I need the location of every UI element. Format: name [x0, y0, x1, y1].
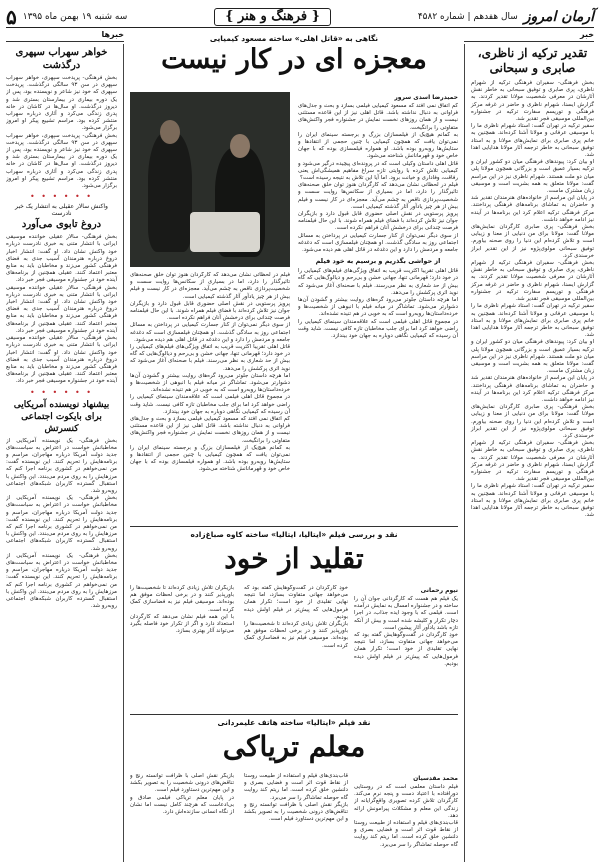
separator-dots: • • • • • • [29, 192, 94, 202]
review1-paragraph: خودِ کارگردان در گفت‌وگوهایش گفته بود که می‌خواهد جهانی متفاوت بسازد، اما نتیجه نهایی تقلیدی از خود است؛ تکرار همان فرمول‌هایی که پیش‌تر در فیلم اولش دیده بودیم. [244, 585, 348, 620]
story2-body: بخش فرهنگی- سالار عقیلی خواننده موسیقی ایرانی با انتشار متنی به خبری نادرست درباره خود واکنش نشان داد. او گفت: انتشار اخبار دروغ درباره هنرمندان آسیب جدی به فضای فرهنگی کشور می‌زند و مخاطبان باید به منابع معتبر اعتماد کنند. عقیلی همچنین از برنامه‌های آینده خود در جشنواره موسیقی فجر خبر داد. [6, 284, 117, 334]
right-paragraph: در پایان این مراسم از خانواده‌های هنرمندان تقدیر شد و حاضران به تماشای برنامه‌های فرهنگی پرداختند. مرکز فرهنگی ترکیه اعلام کرد این برنامه‌ها در آینده نیز ادامه خواهد داشت. [471, 195, 594, 223]
review1-paragraph: یک فیلم هم هست که کارگردانی جوان آن را ساخته و در جشنواره امسال به نمایش درآمده است. فیلمی که با وجود ایده جذاب، در اجرا دچار تکرار و کلیشه شده است و بیش از آنکه تازه باشد یادآور آثار پیشین است. [354, 596, 458, 631]
right-paragraph: بخش فرهنگی- سفیران فرهنگی ترکیه از شهرام ناظری، پری صابری و توفیق سبحانی به خاطر نقش آثارشان در معرفی شخصیت مولانا تقدیر کردند. به گزارش ایسنا، شهرام ناظری و حاضر در غرفه مرکز فرهنگی و توریسم سفارت ترکیه در جشنواره بین‌المللی موسیقی فجر تقدیر شد. [471, 260, 594, 303]
masthead [6, 6, 594, 28]
main-paragraph: کم اتفاق نمی افتد که مسعود کیمیایی فیلمی بسازد و بحث و جدل‌های فراوانی به دنبال نداشته باشد. قاتل اهلی نیز از این قاعده مستثنی نیست و از همان روزهای نخست نمایش در جشنواره فجر واکنش‌های متفاوتی را برانگیخت. [130, 416, 290, 444]
left-column-header: خبرها [6, 30, 124, 42]
main-article-col-1 [298, 92, 458, 522]
right-paragraph: بخش فرهنگی- سفیران فرهنگی ترکیه از شهرام ناظری، پری صابری و توفیق سبحانی به خاطر نقش آثارشان در معرفی شخصیت مولانا تقدیر کردند. به گزارش ایسنا، شهرام ناظری و حاضر در غرفه مرکز فرهنگی و توریسم سفارت ترکیه در جشنواره بین‌المللی موسیقی فجر تقدیر شد. [471, 440, 594, 483]
review1-paragraph: با این همه فیلم نشان می‌دهد که کارگردان استعداد دارد و اگر از تکرار خود فاصله بگیرد می‌تواند آثار بهتری بسازد. [130, 613, 234, 635]
review1-kicker: نقد و بررسی فیلم «ایتالیا، ایتالیا» ساخته کاوه صباغ‌زاده [190, 530, 398, 539]
main-paragraph: به کمانم هیچ‌یک از فیلمسازان بزرگ و برجسته سینمای ایران را نمی‌توان یافت که همچون کیمیایی با چنین حجمی از انتقادها و ستایش‌ها روبه‌رو بوده باشد. او همواره فیلمسازی بوده که با جهان خاص خود و قهرمانانش شناخته می‌شود. [130, 444, 290, 473]
main-paragraph: فیلم در لحظاتی نشان می‌دهد که کارگردان هنوز توان خلق صحنه‌های تاثیرگذار را دارد، اما در بسیاری از سکانس‌ها روایت سست و شخصیت‌پردازی ناقص به چشم می‌آید. معجزه‌ای در کار نیست و فیلم بیش از هر چیز یادآور آثار گذشته کیمیایی است. [130, 272, 290, 300]
main-subheading: از حواشی بگذریم و برسیم به خود فیلم [315, 257, 441, 266]
story1-body: بخش فرهنگی- پریدخت سپهری، خواهر سهراب سپهری در سن ۹۳ سالگی درگذشت. پریدخت سپهری که خود نیز شاعر و نویسنده بود، پس از یک دوره بیماری در بیمارستان بستری شد و دیروز درگذشت. او سال‌ها در کاشان در خانه پدری زندگی می‌کرد و آثاری درباره سهراب منتشر کرده بود. مراسم تشییع پیکر او امروز برگزار می‌شود. [6, 75, 117, 132]
right-paragraph: بخش فرهنگی- سفیران فرهنگی ترکیه از شهرام ناظری، پری صابری و توفیق سبحانی به خاطر نقش آثارشان در معرفی شخصیت مولانا تقدیر کردند. به گزارش ایسنا، شهرام ناظری و حاضر در غرفه مرکز فرهنگی و توریسم سفارت ترکیه در جشنواره بین‌المللی موسیقی فجر تقدیر شد. [471, 80, 594, 123]
review2-col-3 [130, 773, 234, 862]
right-paragraph: او بیان کرد: پیوندهای فرهنگی میان دو کشور ایران و ترکیه بسیار عمیق است و بزرگانی همچون مولانا پلی میان دو ملت هستند. شهرام ناظری نیز در این مراسم گفت: مولانا متعلق به همه بشریت است و موسیقی زبان مشترک ماست. [471, 339, 594, 375]
photo-face [160, 120, 180, 144]
right-paragraph: سفیر ترکیه در تهران گفت: استاد شهرام ناظری ما را با موسیقی عرفانی و مولانا آشنا کرده‌اند. همچنین به خانم پری صابری برای نمایش‌های مولانا و به استاد توفیق سبحانی به خاطر ترجمه آثار مولانا هدایایی اهدا شد. [471, 123, 594, 159]
story1-body: بخش فرهنگی- پریدخت سپهری، خواهر سهراب سپهری در سن ۹۳ سالگی درگذشت. پریدخت سپهری که خود نیز شاعر و نویسنده بود، پس از یک دوره بیماری در بیمارستان بستری شد و دیروز درگذشت. او سال‌ها در کاشان در خانه پدری زندگی می‌کرد و آثاری درباره سهراب منتشر کرده بود. مراسم تشییع پیکر او امروز برگزار می‌شود. [6, 132, 117, 190]
main-paragraph: قاتل اهلی داستان وکیلی است که در پرونده‌ای پیچیده درگیر می‌شود و کیمیایی تلاش کرده با روایتی تازه سراغ مفاهیم همیشگی‌اش یعنی رفاقت، وفاداری و خیانت برود. اما آیا این تلاش به نتیجه رسیده است؟ [298, 160, 458, 182]
issue-date: سه شنبه ۱۹ بهمن ماه ۱۳۹۵ [22, 11, 128, 22]
photo-face [230, 134, 250, 158]
review1-author: نیوم رحمانی [420, 587, 458, 594]
section-title: { فرهنگ و هنر } [214, 8, 331, 26]
review2-col-2 [244, 773, 348, 862]
right-paragraph: بخش فرهنگی- پری صابری کارگردان نمایش‌های مولانا گفت: مولانا برای من دنیایی از معنا و زیبایی است و تلاش کرده‌ام این دنیا را روی صحنه بیاورم. توفیق سبحانی مولوی‌پژوه نیز از این تقدیر ابراز خرسندی کرد. [471, 404, 594, 439]
review2-paragraph: قاب‌بندی‌های فیلم و استفاده از طبیعت روستا از نقاط قوت اثر است و فضایی بصری و دلنشین خلق کرده است. اما ریتم کند روایت گاه حوصله تماشاگر را سر می‌برد. [244, 773, 348, 801]
right-paragraph: سفیر ترکیه در تهران گفت: استاد شهرام ناظری ما را با موسیقی عرفانی و مولانا آشنا کرده‌اند. همچنین به خانم پری صابری برای نمایش‌های مولانا و به استاد توفیق سبحانی به خاطر ترجمه آثار مولانا هدایایی اهدا شد. [471, 303, 594, 339]
review2-headline: معلم تریاکی [222, 730, 366, 763]
review1-headline: تقلید از خود [224, 542, 364, 575]
story2-body: بخش فرهنگی- سالار عقیلی خواننده موسیقی ایرانی با انتشار متنی به خبری نادرست درباره خود واکنش نشان داد. او گفت: انتشار اخبار دروغ درباره هنرمندان آسیب جدی به فضای فرهنگی کشور می‌زند و مخاطبان باید به منابع معتبر اعتماد کنند. عقیلی همچنین از برنامه‌های آینده خود در جشنواره موسیقی فجر خبر داد. [6, 335, 117, 385]
right-paragraph: سفیر ترکیه در تهران گفت: استاد شهرام ناظری ما را با موسیقی عرفانی و مولانا آشنا کرده‌اند. همچنین به خانم پری صابری برای نمایش‌های مولانا و به استاد توفیق سبحانی به خاطر ترجمه آثار مولانا هدایایی اهدا شد. [471, 483, 594, 519]
story2-kicker: واکنش سالار عقیلی به انتشار یک خبر نادرست [15, 203, 108, 218]
main-content [130, 30, 458, 862]
masthead-left [6, 4, 128, 29]
review1 [130, 526, 458, 712]
review1-paragraph: بازیگران تلاش زیادی کرده‌اند تا شخصیت‌ها را باورپذیر کنند و در برخی لحظات موفق هم بوده‌اند. موسیقی فیلم نیز به فضاسازی کمک کرده است. [130, 585, 234, 613]
right-paragraph: او بیان کرد: پیوندهای فرهنگی میان دو کشور ایران و ترکیه بسیار عمیق است و بزرگانی همچون مولانا پلی میان دو ملت هستند. شهرام ناظری نیز در این مراسم گفت: مولانا متعلق به همه بشریت است و موسیقی زبان مشترک ماست. [471, 159, 594, 195]
page-number: ۵ [6, 4, 17, 29]
main-paragraph: قاتل اهلی تقریبا اکثریت قریب به اتفاق ویژگی‌های فیلم‌های کیمیایی را در خود دارد؛ قهرمانی تنها، جهانی خشن و بی‌رحم و دیالوگ‌هایی که گاه بیش از حد شعاری به نظر می‌رسند. فیلم با صحنه‌ای آغاز می‌شود که نوید اثری پرکشش را می‌دهد. [298, 268, 458, 296]
main-paragraph: پرویز پرستویی در نقش اصلی حضوری قابل قبول دارد و بازیگران جوان نیز تلاش کرده‌اند با فضای فیلم همراه شوند. با این حال فیلمنامه فرصت چندانی برای درخشش آنان فراهم نکرده است. [130, 300, 290, 322]
review2-paragraph: بازیگر نقش اصلی با ظرافت توانسته رنج و تناقض‌های درونی شخصیت را به تصویر بکشد و این مهم‌ترین دستاورد فیلم است. [244, 801, 348, 823]
story2-body: بخش فرهنگی- سالار عقیلی خواننده موسیقی ایرانی با انتشار متنی به خبری نادرست درباره خود واکنش نشان داد. او گفت: انتشار اخبار دروغ درباره هنرمندان آسیب جدی به فضای فرهنگی کشور می‌زند و مخاطبان باید به منابع معتبر اعتماد کنند. عقیلی همچنین از برنامه‌های آینده خود در جشنواره موسیقی فجر خبر داد. [6, 234, 117, 284]
left-column [6, 44, 124, 862]
story3-body: بخش فرهنگی- یک نویسنده آمریکایی از مخاطبانش خواست در اعتراض به سیاست‌های جدید دولت آمریکا درباره مهاجران، مراسم و برنامه‌هایش را تحریم کنند. این نویسنده گفت: من نمی‌خواهم در کشوری برنامه اجرا کنم که مرزهایش را به روی مردم می‌بندد. این واکنش با استقبال گسترده کاربران شبکه‌های اجتماعی روبه‌رو شد. [6, 437, 117, 494]
review1-col-3 [130, 585, 234, 711]
review2-kicker: نقد فیلم «ایتالیا» ساخته هاتف علیمردانی [217, 718, 371, 727]
photo-figure [148, 132, 192, 252]
main-headline: معجزه ای در کار نیست [161, 44, 427, 75]
main-paragraph: اما هرچه داستان جلوتر می‌رود گره‌های روایت بیشتر و گشودن آن‌ها دشوارتر می‌شود. تماشاگر در میانه فیلم با انبوهی از شخصیت‌ها و خرده‌داستان‌ها روبه‌رو است که به خوبی در هم تنیده نشده‌اند. [130, 372, 290, 394]
review1-col-1 [354, 585, 458, 711]
main-paragraph: در مجموع قاتل اهلی فیلمی است که علاقه‌مندان سینمای کیمیایی را راضی خواهد کرد اما برای جلب مخاطبان تازه کافی نیست. شاید وقت آن رسیده که کیمیایی نگاهی دوباره به جهان خود بیندازد. [130, 394, 290, 415]
separator-dots: • • • • • • [29, 387, 94, 397]
right-column-header: خبر [464, 30, 594, 42]
main-paragraph: فیلم در لحظاتی نشان می‌دهد که کارگردان هنوز توان خلق صحنه‌های تاثیرگذار را دارد، اما در بسیاری از سکانس‌ها روایت سست و شخصیت‌پردازی ناقص به چشم می‌آید. معجزه‌ای در کار نیست و فیلم بیش از هر چیز یادآور آثار گذشته کیمیایی است. [298, 182, 458, 210]
main-author: حمیدرضا اسدی سرور [394, 94, 458, 101]
main-kicker: نگاهی به «قاتل اهلی» ساخته مسعود کیمیایی [209, 34, 379, 43]
review2 [130, 714, 458, 862]
issue-info: سال هفدهم | شماره ۴۵۸۲ [417, 11, 518, 22]
main-paragraph: به کمانم هیچ‌یک از فیلمسازان بزرگ و برجسته سینمای ایران را نمی‌توان یافت که همچون کیمیایی با چنین حجمی از انتقادها و ستایش‌ها روبه‌رو بوده باشد. او همواره فیلمسازی بوده که با جهان خاص خود و قهرمانانش شناخته می‌شود. [298, 131, 458, 160]
main-article [130, 92, 458, 522]
main-article-col-2 [130, 272, 290, 522]
story3-body: بخش فرهنگی- یک نویسنده آمریکایی از مخاطبانش خواست در اعتراض به سیاست‌های جدید دولت آمریکا درباره مهاجران، مراسم و برنامه‌هایش را تحریم کنند. این نویسنده گفت: من نمی‌خواهم در کشوری برنامه اجرا کنم که مرزهایش را به روی مردم می‌بندد. این واکنش با استقبال گسترده کاربران شبکه‌های اجتماعی روبه‌رو شد. [6, 495, 117, 552]
right-paragraph: در پایان این مراسم از خانواده‌های هنرمندان تقدیر شد و حاضران به تماشای برنامه‌های فرهنگی پرداختند. مرکز فرهنگی ترکیه اعلام کرد این برنامه‌ها در آینده نیز ادامه خواهد داشت. [471, 375, 594, 403]
newspaper-logo: آرمان امروز [523, 8, 594, 25]
review1-paragraph: بازیگران تلاش زیادی کرده‌اند تا شخصیت‌ها را باورپذیر کنند و در برخی لحظات موفق هم بوده‌اند. موسیقی فیلم نیز به فضاسازی کمک کرده است. [244, 621, 348, 649]
story1-headline: خواهر سهراب سپهری درگذشت [15, 47, 108, 71]
review2-paragraph: در پایان معلم تریاکی فیلمی صادق و بی‌ادعاست که هرچند کامل نیست اما نشان از نگاه انسانی سازنده‌اش دارد. [130, 794, 234, 816]
review2-paragraph: قاب‌بندی‌های فیلم و استفاده از طبیعت روستا از نقاط قوت اثر است و فضایی بصری و دلنشین خلق کرده است. اما ریتم کند روایت گاه حوصله تماشاگر را سر می‌برد. [354, 820, 458, 848]
main-paragraph: کم اتفاق نمی افتد که مسعود کیمیایی فیلمی بسازد و بحث و جدل‌های فراوانی به دنبال نداشته باشد. قاتل اهلی نیز از این قاعده مستثنی نیست و از همان روزهای نخست نمایش در جشنواره فجر واکنش‌های متفاوتی را برانگیخت. [298, 103, 458, 131]
review2-col-1 [354, 773, 458, 862]
right-paragraph: بخش فرهنگی- پری صابری کارگردان نمایش‌های مولانا گفت: مولانا برای من دنیایی از معنا و زیبایی است و تلاش کرده‌ام این دنیا را روی صحنه بیاورم. توفیق سبحانی مولوی‌پژوه نیز از این تقدیر ابراز خرسندی کرد. [471, 224, 594, 259]
story3-body: بخش فرهنگی- یک نویسنده آمریکایی از مخاطبانش خواست در اعتراض به سیاست‌های جدید دولت آمریکا درباره مهاجران، مراسم و برنامه‌هایش را تحریم کنند. این نویسنده گفت: من نمی‌خواهم در کشوری برنامه اجرا کنم که مرزهایش را به روی مردم می‌بندد. این واکنش با استقبال گسترده کاربران شبکه‌های اجتماعی روبه‌رو شد. [6, 552, 117, 610]
main-paragraph: از سوی دیگر نمی‌توان از کنار جسارت کیمیایی در پرداختن به مسائل اجتماعی روز به سادگی گذشت. او همچنان فیلمسازی است که دغدغه جامعه و مردمش را دارد و این دغدغه در قاتل اهلی هم دیده می‌شود. [298, 232, 458, 254]
review1-paragraph: خودِ کارگردان در گفت‌وگوهایش گفته بود که می‌خواهد جهانی متفاوت بسازد، اما نتیجه نهایی تقلیدی از خود است؛ تکرار همان فرمول‌هایی که پیش‌تر در فیلم اولش دیده بودیم. [354, 632, 458, 667]
main-photo [130, 92, 290, 267]
story3-headline: بیشنهاد نویسنده آمریکایی برای بایکوت اجتماعی کنسرتش [13, 399, 110, 434]
right-column [464, 44, 594, 862]
main-paragraph: قاتل اهلی تقریبا اکثریت قریب به اتفاق ویژگی‌های فیلم‌های کیمیایی را در خود دارد؛ قهرمانی تنها، جهانی خشن و بی‌رحم و دیالوگ‌هایی که گاه بیش از حد شعاری به نظر می‌رسند. فیلم با صحنه‌ای آغاز می‌شود که نوید اثری پرکشش را می‌دهد. [130, 344, 290, 372]
main-paragraph: اما هرچه داستان جلوتر می‌رود گره‌های روایت بیشتر و گشودن آن‌ها دشوارتر می‌شود. تماشاگر در میانه فیلم با انبوهی از شخصیت‌ها و خرده‌داستان‌ها روبه‌رو است که به خوبی در هم تنیده نشده‌اند. [298, 297, 458, 318]
story2-headline: دروغ تابوی می‌آورد [21, 219, 102, 231]
main-paragraph: از سوی دیگر نمی‌توان از کنار جسارت کیمیایی در پرداختن به مسائل اجتماعی روز به سادگی گذشت. او همچنان فیلمسازی است که دغدغه جامعه و مردمش را دارد و این دغدغه در قاتل اهلی هم دیده می‌شود. [130, 322, 290, 343]
photo-papers [190, 212, 260, 252]
main-paragraph: پرویز پرستویی در نقش اصلی حضوری قابل قبول دارد و بازیگران جوان نیز تلاش کرده‌اند با فضای فیلم همراه شوند. با این حال فیلمنامه فرصت چندانی برای درخشش آنان فراهم نکرده است. [298, 211, 458, 232]
review2-paragraph: فیلم داستان معلمی است که در روستایی دورافتاده با اعتیاد دست و پنجه نرم می‌کند. کارگردان تلاش کرده تصویری واقع‌گرایانه از زندگی این معلم و مشکلات پیرامونش ارائه دهد. [354, 784, 458, 819]
review1-col-2 [244, 585, 348, 711]
masthead-right [418, 9, 594, 25]
main-paragraph: در مجموع قاتل اهلی فیلمی است که علاقه‌مندان سینمای کیمیایی را راضی خواهد کرد اما برای جلب مخاطبان تازه کافی نیست. شاید وقت آن رسیده که کیمیایی نگاهی دوباره به جهان خود بیندازد. [298, 318, 458, 340]
right-headline: تقدیر ترکیه از ناظری، صابری و سبحانی [477, 46, 588, 75]
review2-paragraph: بازیگر نقش اصلی با ظرافت توانسته رنج و تناقض‌های درونی شخصیت را به تصویر بکشد و این مهم‌ترین دستاورد فیلم است. [130, 773, 234, 794]
review2-author: محمد مقدسیان [413, 775, 458, 782]
